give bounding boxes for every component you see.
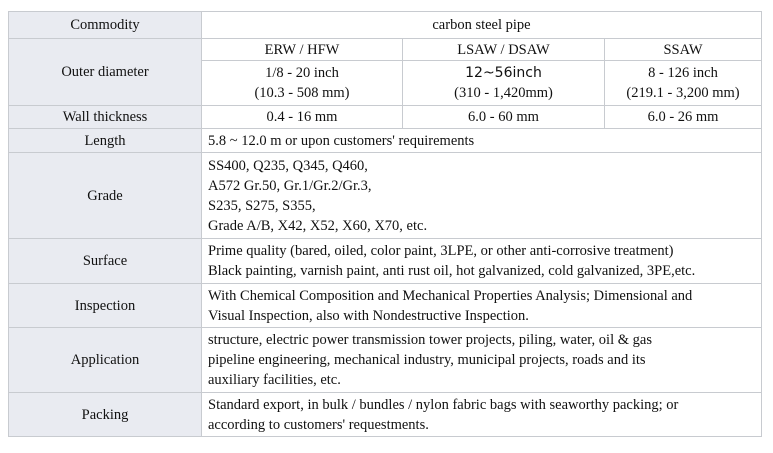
outer-diameter-lsaw-inch: 12~56inch (465, 65, 542, 81)
grade-line: S235, S275, S355, (208, 197, 316, 214)
row-application (9, 328, 762, 393)
wall-thickness-erw: 0.4 - 16 mm (202, 106, 403, 129)
row-packing (9, 393, 762, 437)
outer-diameter-ssaw-inch: 8 - 126 inch (648, 65, 718, 81)
grade-line: Grade A/B, X42, X52, X60, X70, etc. (208, 217, 428, 234)
row-commodity (9, 12, 762, 39)
application-line: pipeline engineering, mechanical industry, municipal projects, roads and its (208, 352, 646, 368)
packing-label: Packing (9, 393, 202, 437)
grade-label: Grade (9, 153, 202, 239)
length-value: 5.8 ~ 12.0 m or upon customers' requirements (202, 129, 762, 153)
packing-line: Standard export, in bulk / bundles / nylon fabric bags with seaworthy packing; or (208, 396, 679, 413)
grade-line: A572 Gr.50, Gr.1/Gr.2/Gr.3, (208, 177, 372, 194)
wall-thickness-ssaw: 6.0 - 26 mm (605, 106, 762, 129)
inspection-line: With Chemical Composition and Mechanical Properties Analysis; Dimensional and (208, 287, 693, 304)
row-grade (9, 153, 762, 239)
row-types (9, 39, 762, 61)
commodity-value: carbon steel pipe (202, 12, 762, 39)
outer-diameter-erw (202, 61, 403, 106)
row-wall-thickness (9, 106, 762, 129)
outer-diameter-label: Outer diameter (9, 39, 202, 106)
spec-table (8, 11, 762, 437)
application-value (202, 328, 762, 393)
row-length (9, 129, 762, 153)
application-label: Application (9, 328, 202, 393)
wall-thickness-lsaw: 6.0 - 60 mm (403, 106, 605, 129)
packing-value (202, 393, 762, 437)
surface-label: Surface (9, 239, 202, 284)
grade-line: SS400, Q235, Q345, Q460, (208, 157, 368, 174)
row-surface (9, 239, 762, 284)
inspection-value (202, 284, 762, 328)
outer-diameter-ssaw (605, 61, 762, 106)
surface-line: Prime quality (bared, oiled, color paint, 3LPE, or other anti-corrosive treatment) (208, 243, 674, 259)
outer-diameter-erw-inch: 1/8 - 20 inch (265, 65, 339, 81)
inspection-label: Inspection (9, 284, 202, 328)
inspection-line: Visual Inspection, also with Nondestructive Inspection. (208, 307, 529, 324)
outer-diameter-erw-mm: (10.3 - 508 mm) (254, 85, 350, 101)
outer-diameter-ssaw-mm: (219.1 - 3,200 mm) (626, 85, 740, 101)
type-ssaw: SSAW (605, 39, 762, 61)
outer-diameter-lsaw (403, 61, 605, 106)
row-inspection (9, 284, 762, 328)
grade-value (202, 153, 762, 239)
length-label: Length (9, 129, 202, 153)
surface-line: Black painting, varnish paint, anti rust oil, hot galvanized, cold galvanized, 3PE,etc. (208, 263, 696, 279)
wall-thickness-label: Wall thickness (9, 106, 202, 129)
outer-diameter-lsaw-mm: (310 - 1,420mm) (454, 85, 553, 101)
type-lsaw: LSAW / DSAW (403, 39, 605, 61)
type-erw: ERW / HFW (202, 39, 403, 61)
application-line: structure, electric power transmission tower projects, piling, water, oil & gas (208, 332, 652, 348)
application-line: auxiliary facilities, etc. (208, 372, 341, 388)
packing-line: according to customers' requestments. (208, 416, 429, 433)
surface-value (202, 239, 762, 284)
commodity-label: Commodity (9, 12, 202, 39)
